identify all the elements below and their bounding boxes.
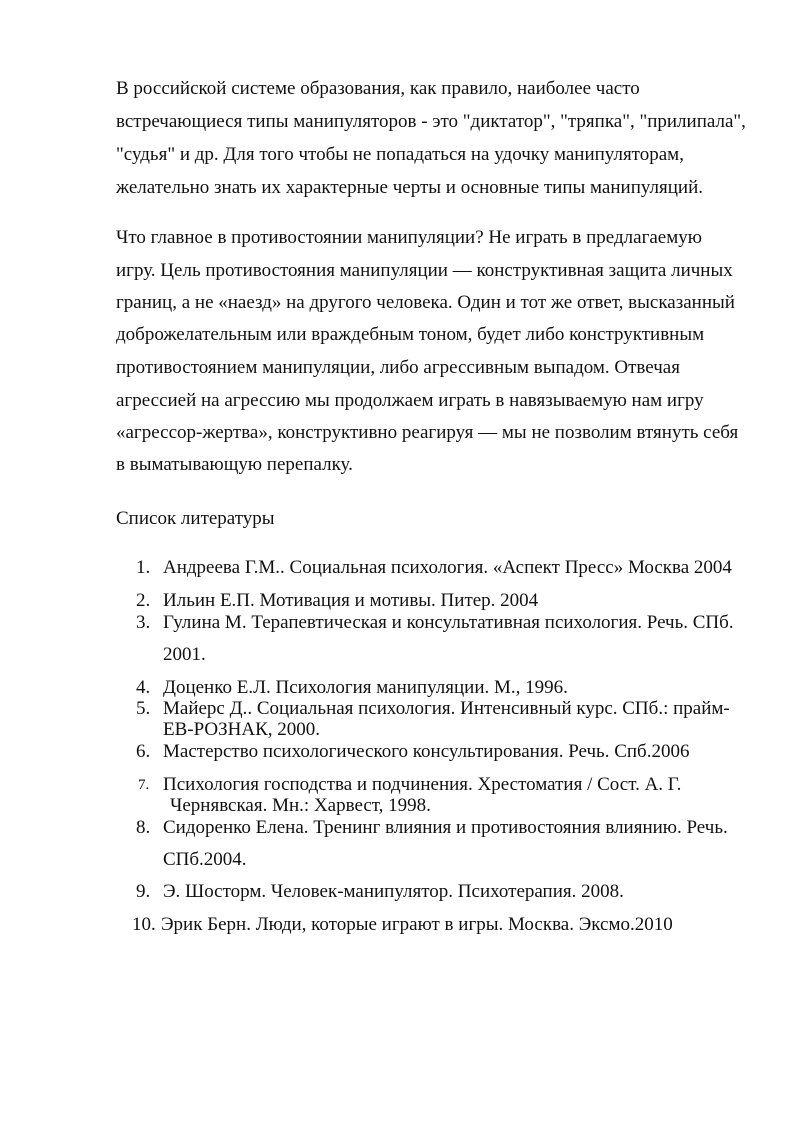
reference-text: Майерс Д.. Социальная психология. Интенсивный курс. СПб.: прайм- [163, 698, 730, 719]
reference-number: 3. [136, 612, 151, 633]
paragraph-line: желательно знать их характерные черты и основные типы манипуляций. [116, 177, 703, 198]
paragraph-line: противостоянием манипуляции, либо агрессивным выпадом. Отвечая [116, 357, 680, 378]
reference-text: Эрик Берн. Люди, которые играют в игры. Москва. Эксмо.2010 [161, 914, 673, 935]
reference-text: Мастерство психологического консультирования. Речь. Спб.2006 [163, 741, 690, 762]
reference-number: 9. [136, 881, 151, 902]
reference-text: Чернявская. Мн.: Харвест, 1998. [170, 795, 431, 816]
paragraph-line: игру. Цель противостояния манипуляции — конструктивная защита личных [116, 260, 733, 281]
reference-number: 8. [136, 817, 151, 838]
reference-number: 4. [136, 677, 151, 698]
reference-text: Психология господства и подчинения. Хрестоматия / Сост. А. Г. [163, 774, 682, 795]
paragraph-line: доброжелательным или враждебным тоном, будет либо конструктивным [116, 324, 705, 345]
paragraph-line: Что главное в противостоянии манипуляции? Не играть в предлагаемую [116, 227, 702, 248]
reference-text: Гулина М. Терапевтическая и консультативная психология. Речь. СПб. [163, 612, 734, 633]
reference-number: 2. [136, 590, 151, 611]
reference-text: СПб.2004. [163, 849, 247, 870]
reference-text: Ильин Е.П. Мотивация и мотивы. Питер. 2004 [163, 590, 539, 611]
reference-number: 10. [132, 914, 156, 935]
reference-text: ЕВ-РОЗНАК, 2000. [163, 719, 321, 740]
reference-number: 7. [138, 777, 150, 793]
reference-text: Андреева Г.М.. Социальная психология. «Аспект Пресс» Москва 2004 [163, 557, 732, 578]
paragraph-line: "судья" и др. Для того чтобы не попадаться на удочку манипуляторам, [116, 144, 684, 165]
paragraph-line: В российской системе образования, как правило, наиболее часто [116, 78, 640, 99]
reference-number: 1. [136, 557, 151, 578]
reference-text: Доценко Е.Л. Психология манипуляции. М., 1996. [163, 677, 568, 698]
reference-number: 5. [136, 698, 151, 719]
paragraph-line: границ, а не «наезд» на другого человека. Один и тот же ответ, высказанный [116, 292, 735, 313]
reference-number: 6. [136, 741, 151, 762]
reference-text: Э. Шосторм. Человек-манипулятор. Психотерапия. 2008. [163, 881, 624, 902]
references-heading: Список литературы [116, 508, 275, 529]
paragraph-line: встречающиеся типы манипуляторов - это "диктатор", "тряпка", "прилипала", [116, 111, 746, 132]
paragraph-line: в выматывающую перепалку. [116, 454, 353, 475]
reference-text: Сидоренко Елена. Тренинг влияния и противостояния влиянию. Речь. [163, 817, 728, 838]
paragraph-line: «агрессор-жертва», конструктивно реагируя — мы не позволим втянуть себя [116, 422, 739, 443]
paragraph-line: агрессией на агрессию мы продолжаем играть в навязываемую нам игру [116, 390, 704, 411]
reference-text: 2001. [163, 644, 206, 665]
